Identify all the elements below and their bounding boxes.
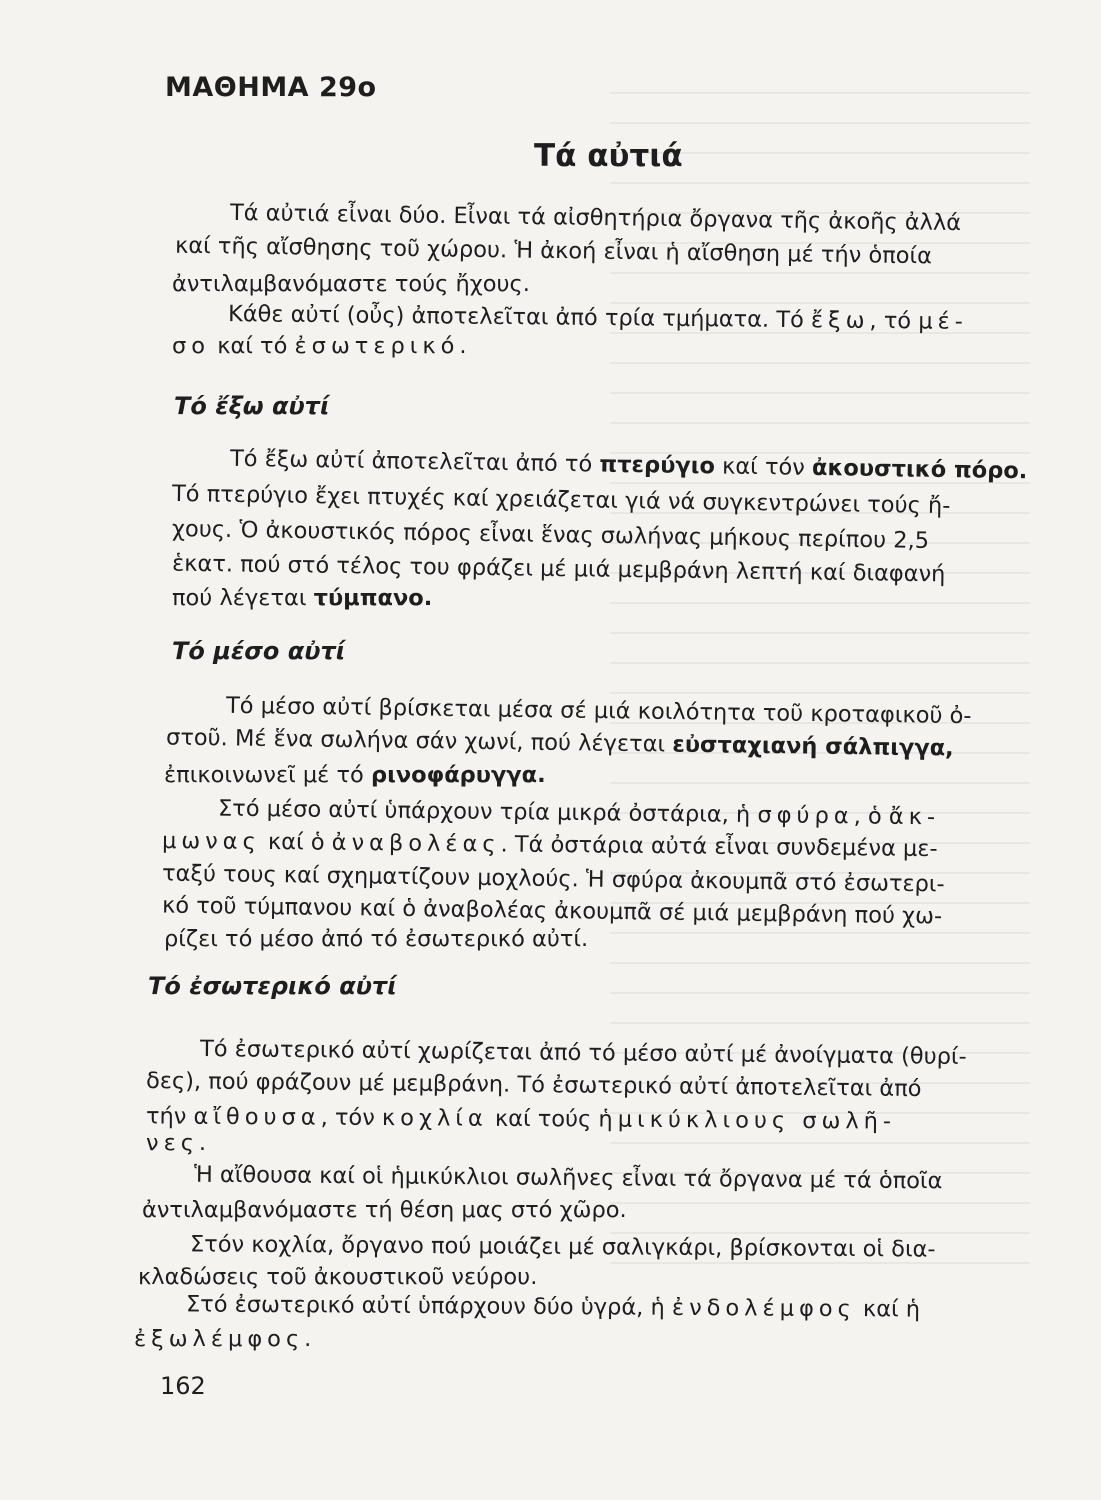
text-line: ἐξωλέμφος. — [134, 1326, 317, 1352]
text-line: κό τοῦ τύμπανου καί ὁ ἀναβολέας ἀκουμπᾶ σέ μιά μεμβράνη πού χω- — [161, 892, 943, 930]
text-line: Τό ἔξω αὐτί ἀποτελεῖται ἀπό τό πτερύγιο καί τόν ἀκουστικό πόρο. — [229, 445, 1028, 485]
text-line: χους. Ὁ ἀκουστικός πόρος εἶναι ἕνας σωλήνας μήκους περίπου 2,5 — [171, 516, 930, 554]
text-line: ἀντιλαμβανόμαστε τούς ἤχους. — [172, 271, 530, 297]
text-line: δες), πού φράζουν μέ μεμβράνη. Τό ἐσωτερικό αὐτί ἀποτελεῖται ἀπό — [145, 1067, 922, 1103]
section-heading-middle-ear: Τό μέσο αὐτί — [172, 637, 346, 665]
lesson-heading: ΜΑΘΗΜΑ 29ο — [165, 72, 377, 103]
text-line: Στόν κοχλία, ὄργανο πού μοιάζει μέ σαλιγκάρι, βρίσκονται οἱ δια- — [189, 1231, 936, 1263]
text-line: Στό μέσο αὐτί ὑπάρχουν τρία μικρά ὀστάρια, ἡ σφύρα, ὁ ἄκ- — [217, 795, 941, 831]
text-line: νες. — [146, 1130, 212, 1156]
page-title: Τά αὐτιά — [534, 138, 683, 174]
text-line: κλαδώσεις τοῦ ἀκουστικοῦ νεύρου. — [138, 1264, 538, 1290]
text-line: ἑκατ. πού στό τέλος του φράζει μέ μιά μεμβράνη λεπτή καί διαφανή — [171, 550, 946, 588]
section-heading-inner-ear: Τό ἐσωτερικό αὐτί — [148, 972, 397, 1000]
text-line: Στό ἐσωτερικό αὐτί ὑπάρχουν δύο ὑγρά, ἡ ἐνδολέμφος καί ἡ — [185, 1291, 921, 1323]
text-line: στοῦ. Μέ ἕνα σωλήνα σάν χωνί, πού λέγεται εὐσταχιανή σάλπιγγα, — [165, 724, 954, 762]
text-line: Τό μέσο αὐτί βρίσκεται μέσα σέ μιά κοιλότητα τοῦ κροταφικοῦ ὀ- — [225, 692, 972, 730]
text-line: καί τῆς αἴσθησης τοῦ χώρου. Ἡ ἀκοή εἶναι ἡ αἴσθηση μέ τήν ὁποία — [174, 232, 933, 270]
text-line: Τά αὐτιά εἶναι δύο. Εἶναι τά αἰσθητήρια ὄργανα τῆς ἀκοῆς ἀλλά — [229, 199, 962, 237]
text-line: πού λέγεται τύμπανο. — [172, 585, 433, 611]
text-line: ἀντιλαμβανόμαστε τή θέση μας στό χῶρο. — [142, 1197, 627, 1223]
page-number: 162 — [160, 1372, 206, 1400]
text-line: Τό ἐσωτερικό αὐτί χωρίζεται ἀπό τό μέσο αὐτί μέ ἀνοίγματα (θυρί- — [199, 1035, 967, 1071]
text-line: ρίζει τό μέσο ἀπό τό ἐσωτερικό αὐτί. — [164, 926, 589, 952]
text-line: Ἡ αἴθουσα καί οἱ ἡμικύκλιοι σωλῆνες εἶναι τά ὄργανα μέ τά ὁποῖα — [193, 1161, 943, 1195]
text-line: ταξύ τους καί σχηματίζουν μοχλούς. Ἡ σφύρα ἀκουμπᾶ στό ἐσωτερι- — [161, 860, 945, 898]
section-heading-outer-ear: Τό ἔξω αὐτί — [174, 392, 330, 420]
text-line: τήν αἴθουσα, τόν κοχλία καί τούς ἡμικύκλιους σωλῆ- — [145, 1103, 897, 1135]
text-line: Τό πτερύγιο ἔχει πτυχές καί χρειάζεται γιά νά συγκεντρώνει τούς ἤ- — [171, 480, 951, 520]
text-line: ἐπικοινωνεῖ μέ τό ρινοφάρυγγα. — [164, 762, 546, 788]
text-line: μωνας καί ὁ ἀναβολέας. Τά ὀστάρια αὐτά εἶναι συνδεμένα με- — [161, 827, 938, 863]
text-line: σο καί τό ἐσωτερικό. — [172, 333, 472, 359]
text-line: Κάθε αὐτί (οὖς) ἀποτελεῖται ἀπό τρία τμήματα. Τό ἔξω, τό μέ- — [227, 301, 969, 335]
